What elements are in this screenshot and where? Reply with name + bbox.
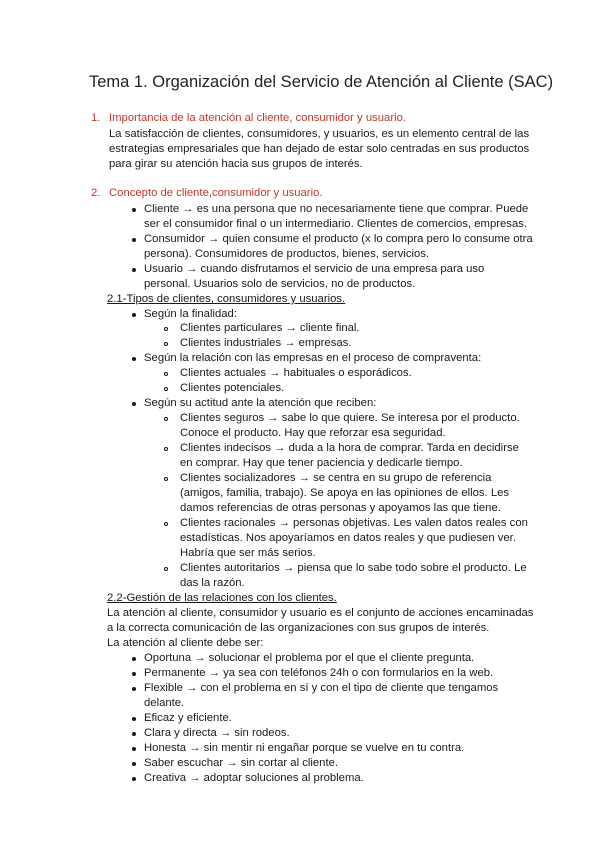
bullet bbox=[132, 208, 136, 212]
quality-item: Eficaz y eficiente. bbox=[144, 712, 232, 724]
section-2-number: 2. bbox=[91, 187, 101, 199]
sub-bullet bbox=[164, 327, 168, 331]
type-actitud: Según su actitud ante la atención que reciben: bbox=[144, 397, 377, 409]
paragraph-line: a la correcta comunicación de las organizaciones con sus grupos de interés. bbox=[107, 622, 490, 634]
paragraph-line: La atención al cliente debe ser: bbox=[107, 637, 264, 649]
type-item: Clientes potenciales. bbox=[180, 382, 285, 394]
type-item: (amigos, familia, trabajo). Se apoya en las opiniones de ellos. Les bbox=[180, 487, 510, 499]
definition-usuario: Usuario → cuando disfrutamos el servicio de una empresa para uso bbox=[144, 263, 485, 275]
section-1-heading: Importancia de la atención al cliente, consumidor y usuario. bbox=[109, 112, 407, 124]
quality-item: Clara y directa → sin rodeos. bbox=[144, 727, 290, 739]
quality-item: delante. bbox=[144, 697, 185, 709]
type-item: en comprar. Hay que tener paciencia y dedicarle tiempo. bbox=[180, 457, 463, 469]
bullet bbox=[132, 313, 136, 317]
bullet bbox=[132, 717, 136, 721]
type-item: Conoce el producto. Hay que reforzar esa seguridad. bbox=[180, 427, 446, 439]
quality-item: Flexible → con el problema en sí y con el tipo de cliente que tengamos bbox=[144, 682, 499, 694]
paragraph-line: La atención al cliente, consumidor y usuario es el conjunto de acciones encaminadas bbox=[107, 607, 534, 619]
quality-item: Permanente → ya sea con teléfonos 24h o con formularios en la web. bbox=[144, 667, 494, 679]
type-item: Clientes actuales → habituales o esporádicos. bbox=[180, 367, 412, 379]
sub-bullet bbox=[164, 387, 168, 391]
bullet bbox=[132, 238, 136, 242]
bullet bbox=[132, 747, 136, 751]
section-1-text-line: para girar su atención hacia sus grupos de interés. bbox=[109, 158, 363, 170]
type-item: das la razón. bbox=[180, 577, 245, 589]
bullet bbox=[132, 762, 136, 766]
type-item: Clientes industriales → empresas. bbox=[180, 337, 352, 349]
section-2-heading: Concepto de cliente,consumidor y usuario. bbox=[109, 187, 323, 199]
bullet bbox=[132, 657, 136, 661]
definition-cliente: Cliente → es una persona que no necesariamente tiene que comprar. Puede bbox=[144, 203, 529, 215]
section-1-text-line: estrategias empresariales que han dejado de estar solo centradas en sus productos bbox=[109, 143, 530, 155]
quality-item: Honesta → sin mentir ni engañar porque se vuelve en tu contra. bbox=[144, 742, 465, 754]
bullet bbox=[132, 687, 136, 691]
bullet bbox=[132, 357, 136, 361]
page-title: Tema 1. Organización del Servicio de Atención al Cliente (SAC) bbox=[89, 73, 554, 91]
section-1-text-line: La satisfacción de clientes, consumidores, y usuarios, es un elemento central de las bbox=[109, 128, 530, 140]
sub-bullet bbox=[164, 417, 168, 421]
definition-cliente: ser el consumidor final o un intermediario. Clientes de comercios, empresas. bbox=[144, 218, 528, 230]
type-finalidad: Según la finalidad: bbox=[144, 308, 237, 320]
section-1-number: 1. bbox=[91, 112, 101, 124]
type-item: Clientes socializadores → se centra en su grupo de referencia bbox=[180, 472, 492, 484]
bullet bbox=[132, 672, 136, 676]
definition-consumidor: Consumidor → quien consume el producto (x lo compra pero lo consume otra bbox=[144, 233, 533, 245]
bullet bbox=[132, 777, 136, 781]
subsection-2-2-heading: 2.2-Gestión de las relaciones con los clientes. bbox=[107, 592, 337, 604]
bullet bbox=[132, 402, 136, 406]
type-item: Clientes indecisos → duda a la hora de comprar. Tarda en decidirse bbox=[180, 442, 519, 454]
quality-item: Creativa → adoptar soluciones al problema. bbox=[144, 772, 364, 784]
sub-bullet bbox=[164, 477, 168, 481]
sub-bullet bbox=[164, 447, 168, 451]
type-item: Clientes particulares → cliente final. bbox=[180, 322, 360, 334]
bullet bbox=[132, 268, 136, 272]
type-item: estadísticas. Nos apoyaríamos en datos reales y que pudiesen ver. bbox=[180, 532, 516, 544]
type-item: Habría que ser más serios. bbox=[180, 547, 316, 559]
sub-bullet bbox=[164, 372, 168, 376]
definition-usuario: personal. Usuarios solo de servicios, no de productos. bbox=[144, 278, 416, 290]
type-item: Clientes racionales → personas objetivas. Les valen datos reales con bbox=[180, 517, 528, 529]
quality-item: Saber escuchar → sin cortar al cliente. bbox=[144, 757, 339, 769]
type-item: Clientes seguros → sabe lo que quiere. Se interesa por el producto. bbox=[180, 412, 520, 424]
type-relacion: Según la relación con las empresas en el proceso de compraventa: bbox=[144, 352, 482, 364]
type-item: Clientes autoritarios → piensa que lo sabe todo sobre el producto. Le bbox=[180, 562, 527, 574]
sub-bullet bbox=[164, 342, 168, 346]
definition-consumidor: persona). Consumidores de productos, bienes, servicios. bbox=[144, 248, 430, 260]
type-item: damos referencias de otras personas y apoyamos las que tiene. bbox=[180, 502, 501, 514]
sub-bullet bbox=[164, 567, 168, 571]
bullet bbox=[132, 732, 136, 736]
subsection-2-1-heading: 2.1-Tipos de clientes, consumidores y usuarios. bbox=[107, 293, 346, 305]
quality-item: Oportuna → solucionar el problema por el que el cliente pregunta. bbox=[144, 652, 475, 664]
sub-bullet bbox=[164, 522, 168, 526]
